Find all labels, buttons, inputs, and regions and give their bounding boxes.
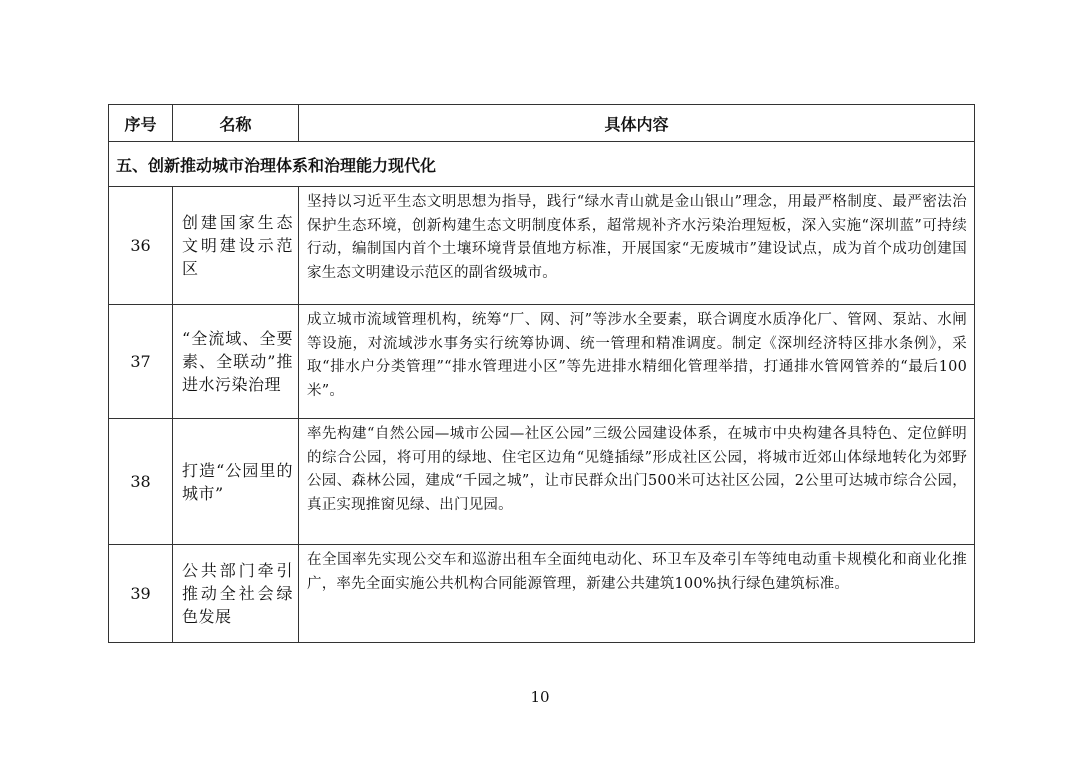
section-row (109, 142, 975, 187)
row-content: 成立城市流域管理机构，统筹“厂、网、河”等涉水全要素，联合调度水质净化厂、管网、泵站、水闸等设施，对流域涉水事务实行统筹协调、统一管理和精准调度。制定《深圳经济特区排水条例》，采取“排水户分类管理”“排水管理进小区”等先进排水精细化管理举措，打通排水管网管养的“最后100米”。 (299, 305, 975, 419)
section-title: 五、创新推动城市治理体系和治理能力现代化 (109, 142, 975, 187)
row-name: “全流域、全要素、全联动”推进水污染治理 (173, 305, 299, 419)
table-row (109, 187, 975, 305)
row-name: 公共部门牵引推动全社会绿色发展 (173, 545, 299, 643)
row-number: 37 (109, 305, 173, 419)
policy-table (108, 104, 975, 643)
table-row (109, 305, 975, 419)
page-number: 10 (530, 688, 550, 706)
table-row (109, 419, 975, 545)
row-name: 打造“公园里的城市” (173, 419, 299, 545)
row-number: 39 (109, 545, 173, 643)
header-content: 具体内容 (299, 105, 975, 142)
header-name: 名称 (173, 105, 299, 142)
row-content: 在全国率先实现公交车和巡游出租车全面纯电动化、环卫车及牵引车等纯电动重卡规模化和商业化推广，率先全面实施公共机构合同能源管理，新建公共建筑100%执行绿色建筑标准。 (299, 545, 975, 643)
table-row (109, 545, 975, 643)
row-name: 创建国家生态文明建设示范区 (173, 187, 299, 305)
row-number: 38 (109, 419, 173, 545)
row-content: 坚持以习近平生态文明思想为指导，践行“绿水青山就是金山银山”理念，用最严格制度、最严密法治保护生态环境，创新构建生态文明制度体系，超常规补齐水污染治理短板，深入实施“深圳蓝”可持续行动，编制国内首个土壤环境背景值地方标准，开展国家“无废城市”建设试点，成为首个成功创建国家生态文明建设示范区的副省级城市。 (299, 187, 975, 305)
row-number: 36 (109, 187, 173, 305)
table-header-row (109, 105, 975, 142)
row-content: 率先构建“自然公园—城市公园—社区公园”三级公园建设体系，在城市中央构建各具特色、定位鲜明的综合公园，将可用的绿地、住宅区边角“见缝插绿”形成社区公园，将城市近郊山体绿地转化为郊野公园、森林公园，建成“千园之城”，让市民群众出门500米可达社区公园，2公里可达城市综合公园，真正实现推窗见绿、出门见园。 (299, 419, 975, 545)
header-number: 序号 (109, 105, 173, 142)
